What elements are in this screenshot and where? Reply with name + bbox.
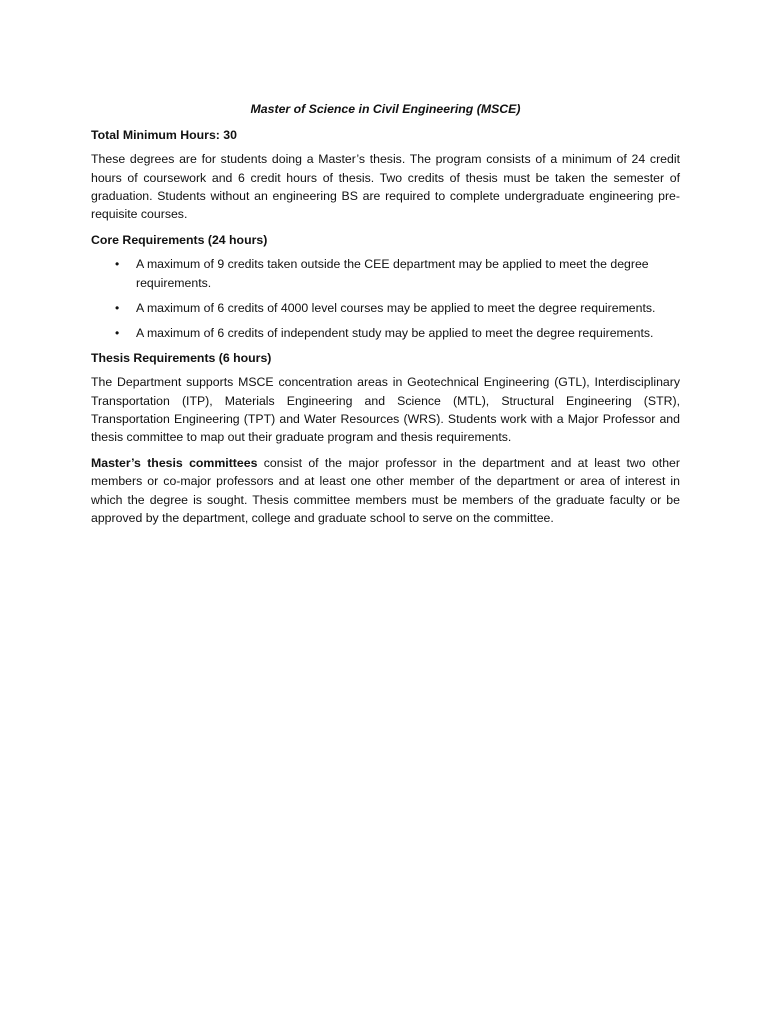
list-item-text: A maximum of 9 credits taken outside the CEE department may be applied to meet the degree requirements. <box>136 257 649 290</box>
committee-text: consist of the major professor in the department and at least two other members or co-major professors and at least one other member of the department or area of interest in which the degree is sought. Thesis committee members must be members of the graduate faculty or be approved by the department, college and graduate school to serve on the committee. <box>91 456 680 525</box>
list-item-text: A maximum of 6 credits of 4000 level courses may be applied to meet the degree requirements. <box>136 300 656 315</box>
document-title: Master of Science in Civil Engineering (MSCE) <box>250 102 521 116</box>
bullet-icon: • <box>115 326 120 341</box>
intro-paragraph: These degrees are for students doing a Master’s thesis. The program consists of a minimum of 24 credit hours of coursework and 6 credit hours of thesis. Two credits of thesis must be taken the semester of graduation. Students without an engineering BS are required to complete undergraduate engineering pre-requisite courses. <box>91 152 680 222</box>
list-item <box>91 255 680 291</box>
committee-lead: Master’s thesis committees <box>91 456 258 471</box>
document-body <box>91 100 680 535</box>
thesis-paragraph: The Department supports MSCE concentration areas in Geotechnical Engineering (GTL), Interdisciplinary Transportation (ITP), Materials Engineering and Science (MTL), Structural Engineering (STR), Transportation Engineering (TPT) and Water Resources (WRS). Students work with a Major Professor and thesis committee to map out their graduate program and thesis requirements. <box>91 375 680 445</box>
core-requirements-heading: Core Requirements (24 hours) <box>91 233 268 248</box>
list-item <box>91 299 680 317</box>
thesis-requirements-heading: Thesis Requirements (6 hours) <box>91 351 272 366</box>
list-item-text: A maximum of 6 credits of independent study may be applied to meet the degree requirements. <box>136 326 654 341</box>
core-requirements-list <box>91 255 680 342</box>
bullet-icon: • <box>115 300 120 315</box>
bullet-icon: • <box>115 257 120 272</box>
total-minimum-hours: Total Minimum Hours: 30 <box>91 128 237 143</box>
committee-paragraph <box>91 454 680 527</box>
list-item <box>91 324 680 342</box>
